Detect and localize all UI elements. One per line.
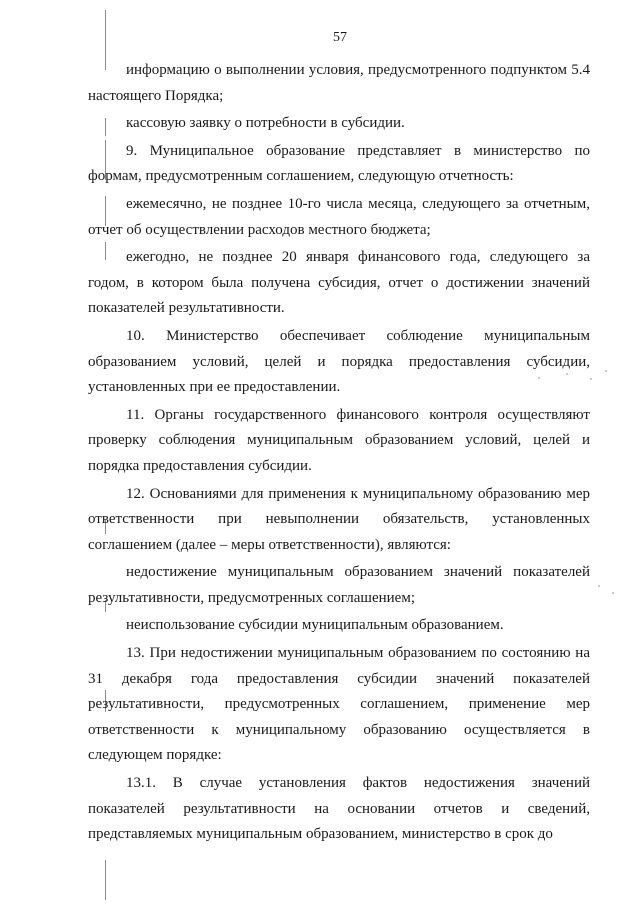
paragraph: неиспользование субсидии муниципальным образованием. (126, 617, 504, 634)
scan-speck (590, 378, 592, 380)
paragraph: 9. Муниципальное образование представляет в министерство по формам, предусмотренным соглашением, следующую отчетность: (88, 142, 590, 185)
paragraph: 12. Основаниями для применения к муниципальному образованию мер ответственности при невыполнении обязательств, установленных соглашением (далее – меры ответственности), являются: (88, 485, 590, 553)
paragraph: 13. При недостижении муниципальным образованием по состоянию на 31 декабря года предоставления субсидии значений показателей результативности, предусмотренных соглашением, применение мер ответственности к муниципальному образованию осуществляется в следующем порядке: (88, 645, 590, 764)
scan-speck (598, 585, 600, 587)
paragraph: 11. Органы государственного финансового контроля осуществляют проверку соблюдения муниципальным образованием условий, целей и порядка предоставления субсидии. (88, 406, 590, 474)
page-number: 57 (333, 30, 347, 45)
paragraph: недостижение муниципальным образованием значений показателей результативности, предусмотренных соглашением; (88, 564, 590, 606)
paragraph: 13.1. В случае установления фактов недостижения значений показателей результативности на основании отчетов и сведений, представляемых муниципальным образованием, министерство в срок до (88, 775, 590, 843)
paragraph: ежемесячно, не позднее 10-го числа месяца, следующего за отчетным, отчет об осуществлении расходов местного бюджета; (88, 195, 590, 238)
paragraph: ежегодно, не позднее 20 января финансового года, следующего за годом, в котором была получена субсидия, отчет о достижении значений показателей результативности. (88, 249, 590, 317)
scan-speck (605, 370, 607, 372)
scan-speck (612, 592, 614, 594)
scan-margin-line (105, 860, 106, 900)
document-body (88, 58, 590, 850)
paragraph: 10. Министерство обеспечивает соблюдение муниципальным образованием условий, целей и порядка предоставления субсидии, установленных при ее предоставлении. (88, 327, 590, 396)
paragraph: кассовую заявку о потребности в субсидии. (126, 115, 405, 132)
paragraph: информацию о выполнении условия, предусмотренного подпунктом 5.4 настоящего Порядка; (88, 62, 590, 104)
